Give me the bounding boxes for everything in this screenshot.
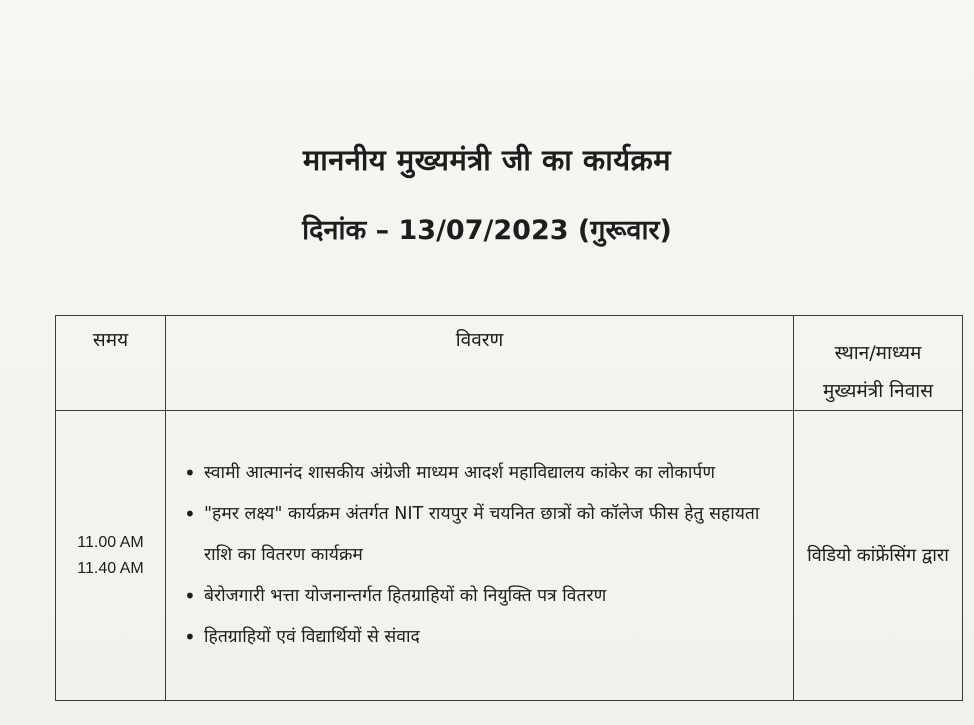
page-title: माननीय मुख्यमंत्री जी का कार्यक्रम <box>302 143 672 177</box>
time-start: 11.00 AM <box>77 533 144 551</box>
header-time: समय <box>56 316 166 411</box>
description-cell <box>166 411 794 701</box>
header-description: विवरण <box>166 316 794 411</box>
list-item: • हितग्राहियों एवं विद्यार्थियों से संवाद <box>180 617 783 658</box>
schedule-table <box>55 315 963 701</box>
header-place <box>794 316 963 411</box>
list-item: • "हमर लक्ष्य" कार्यक्रम अंतर्गत NIT रायपुर में चयनित छात्रों को कॉलेज फीस हेतु सहायता राशि का वितरण कार्यक्रम <box>180 494 783 576</box>
date-line: दिनांक – 13/07/2023 (गुरूवार) <box>302 215 672 246</box>
time-cell <box>56 411 166 701</box>
table-row <box>56 411 963 701</box>
list-item: • बेरोजगारी भत्ता योजनान्तर्गत हितग्राहियों को नियुक्ति पत्र वितरण <box>180 576 783 617</box>
list-item: • स्वामी आत्मानंद शासकीय अंग्रेजी माध्यम आदर्श महाविद्यालय कांकेर का लोकार्पण <box>180 453 783 494</box>
table-header-row <box>56 316 963 411</box>
time-end: 11.40 AM <box>77 559 144 577</box>
mode-cell: विडियो कांफ्रेंसिंग द्वारा <box>794 411 963 701</box>
header-place-value: मुख्यमंत्री निवास <box>822 380 934 402</box>
agenda-list <box>180 453 783 658</box>
header-place-label: स्थान/माध्यम <box>834 342 922 364</box>
